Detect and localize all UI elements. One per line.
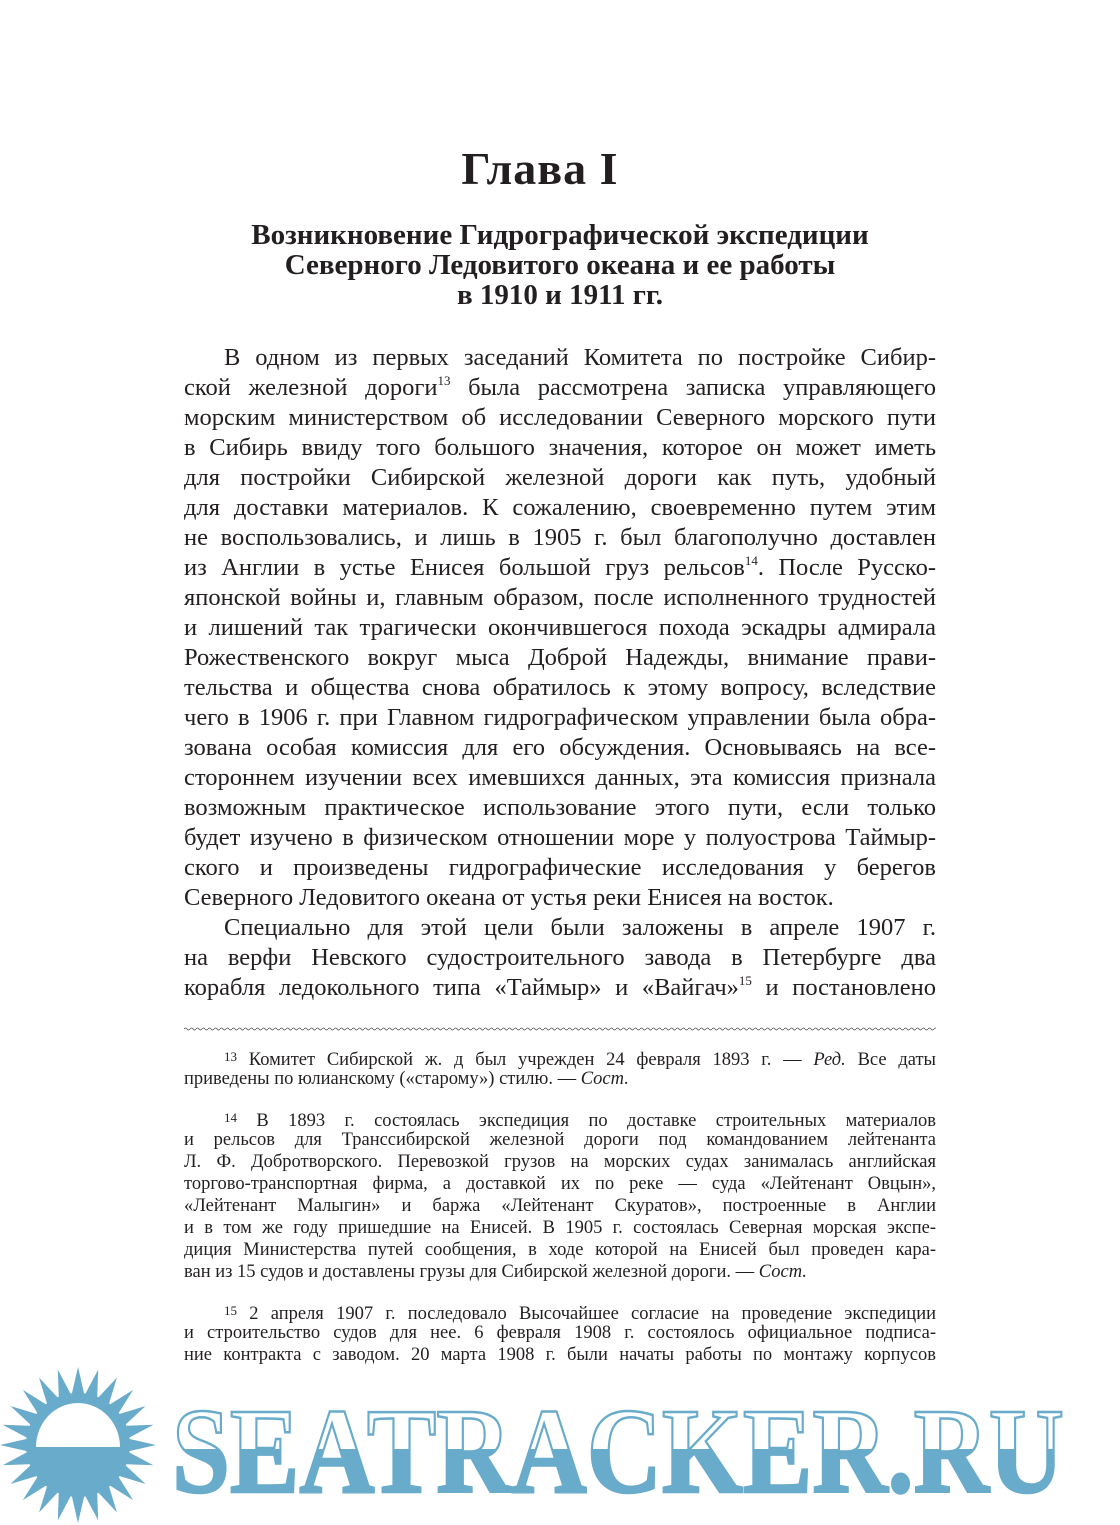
footnote-line: и в том же году пришедшие на Енисей. В 1905 г. состоялась Северная морская экспе- bbox=[184, 1218, 936, 1238]
text-line: возможным практическое использование этого пути, если только bbox=[184, 794, 936, 821]
footnote-number: 13 bbox=[224, 1049, 237, 1064]
sun-ray bbox=[128, 1438, 156, 1451]
sun-ray bbox=[0, 1438, 28, 1451]
footnote-ref[interactable]: 15 bbox=[738, 973, 752, 988]
footnote-14 bbox=[184, 1107, 936, 1283]
text: из Англии в устье Енисея большой груз рельсов bbox=[184, 554, 745, 581]
text-line: в Сибирь ввиду того большого значения, которое он может иметь bbox=[184, 434, 936, 461]
text: была рассмотрена записка управляющего bbox=[450, 374, 936, 401]
text-line: В одном из первых заседаний Комитета по постройке Сибир- bbox=[224, 344, 936, 371]
text-line: на верфи Невского судостроительного завода в Петербурге два bbox=[184, 944, 936, 971]
text-line: стороннем изучении всех имевшихся данных, эта комиссия признала bbox=[184, 764, 936, 791]
subtitle-line: Возникновение Гидрографической экспедиции bbox=[251, 219, 869, 251]
text-line: для доставки материалов. К сожалению, своевременно путем этим bbox=[184, 494, 936, 521]
text-line: Рожественского вокруг мыса Доброй Надежды, внимание прави- bbox=[184, 644, 936, 671]
text-line: Специально для этой цели были заложены в апреле 1907 г. bbox=[224, 914, 936, 941]
text-line: японской войны и, главным образом, после исполненного трудностей bbox=[184, 584, 936, 611]
text-line: Северного Ледовитого океана от устья реки Енисея на восток. bbox=[184, 884, 834, 911]
chapter-title: Глава I bbox=[461, 143, 619, 194]
text-line: для постройки Сибирской железной дороги как путь, удобный bbox=[184, 464, 936, 491]
footnote-line bbox=[184, 1261, 936, 1283]
text: 2 апреля 1907 г. последовало Высочайшее согласие на проведение экспедиции bbox=[237, 1304, 936, 1324]
text-line: и лишений так трагически окончившегося похода эскадры адмирала bbox=[184, 614, 936, 641]
text-line: морским министерством об исследовании Северного морского пути bbox=[184, 404, 936, 431]
footnote-line bbox=[184, 1300, 936, 1322]
footnote-number: 14 bbox=[224, 1110, 237, 1125]
body-text bbox=[184, 343, 936, 1003]
text: Сост. bbox=[758, 1262, 807, 1282]
text-line: не воспользовались, и лишь в 1905 г. был благополучно доставлен bbox=[184, 524, 936, 551]
text-line bbox=[184, 973, 936, 1003]
footnote-15 bbox=[184, 1300, 936, 1366]
text-line: чего в 1906 г. при Главном гидрографическом управлении была обра- bbox=[184, 704, 936, 731]
footnote-line bbox=[184, 1107, 936, 1129]
sun-logo-icon bbox=[0, 1367, 156, 1523]
text: Ред. bbox=[813, 1050, 846, 1070]
text: . После Русско- bbox=[757, 554, 936, 581]
footnote-line bbox=[184, 1046, 936, 1068]
watermark-text: SEATRACKER.RU bbox=[172, 1384, 1064, 1519]
chapter-subtitle bbox=[0, 220, 1120, 310]
footnote-line: Л. Ф. Добротворского. Перевозкой грузов на морских судах занималась английская bbox=[184, 1152, 936, 1172]
subtitle-line: в 1910 и 1911 гг. bbox=[456, 279, 664, 311]
footnote-ref[interactable]: 14 bbox=[744, 553, 758, 568]
footnote-13 bbox=[184, 1046, 936, 1090]
text: Сост. bbox=[580, 1069, 629, 1089]
sun-ray bbox=[71, 1367, 84, 1395]
text-line bbox=[184, 553, 936, 583]
text-line: зована особая комиссия для его обсуждения. Основываясь на все- bbox=[184, 734, 936, 761]
seatracker-watermark bbox=[0, 1365, 1080, 1525]
subtitle-line: Северного Ледовитого океана и ее работы bbox=[284, 249, 836, 281]
text: приведены по юлианскому («старому») стилю. — bbox=[184, 1069, 581, 1089]
footnote-line: ние контракта с заводом. 20 марта 1908 г. были начаты работы по монтажу корпусов bbox=[184, 1345, 936, 1365]
footnote-line: диция Министерства путей сообщения, в ходе которой на Енисей был проведен кара- bbox=[184, 1240, 936, 1260]
text-line: тельства и общества снова обратилось к этому вопросу, вследствие bbox=[184, 674, 936, 701]
footnote-line: и рельсов для Транссибирской железной дороги под командованием лейтенанта bbox=[184, 1130, 936, 1150]
text: В 1893 г. состоялась экспедиция по доставке строительных материалов bbox=[237, 1111, 936, 1131]
text: корабля ледокольного типа «Таймыр» и «Вайгач» bbox=[184, 974, 739, 1001]
footnote-line: и строительство судов для нее. 6 февраля 1908 г. состоялось официальное подписа- bbox=[184, 1323, 936, 1343]
text: ван из 15 судов и доставлены грузы для Сибирской железной дороги. — bbox=[184, 1262, 759, 1282]
text-line: ского и произведены гидрографические исследования у берегов bbox=[184, 854, 936, 881]
text: Комитет Сибирской ж. д был учрежден 24 февраля 1893 г. — bbox=[237, 1050, 814, 1070]
footnote-line bbox=[184, 1068, 936, 1090]
text: ской железной дороги bbox=[184, 374, 438, 401]
text-line: будет изучено в физическом отношении море у полуострова Таймыр- bbox=[184, 824, 936, 851]
sun-ray bbox=[71, 1495, 84, 1523]
footnote-line: торгово-транспортная фирма, а доставкой их по реке — суда «Лейтенант Овцын», bbox=[184, 1174, 936, 1194]
text: Все даты bbox=[845, 1050, 936, 1070]
text: и постановлено bbox=[751, 974, 937, 1001]
footnote-line: «Лейтенант Малыгин» и баржа «Лейтенант Скуратов», построенные в Англии bbox=[184, 1196, 936, 1216]
footnote-ref[interactable]: 13 bbox=[437, 373, 451, 388]
footnote-number: 15 bbox=[224, 1303, 237, 1318]
text-line bbox=[184, 373, 936, 403]
footnote-wavy-divider bbox=[184, 1024, 936, 1034]
